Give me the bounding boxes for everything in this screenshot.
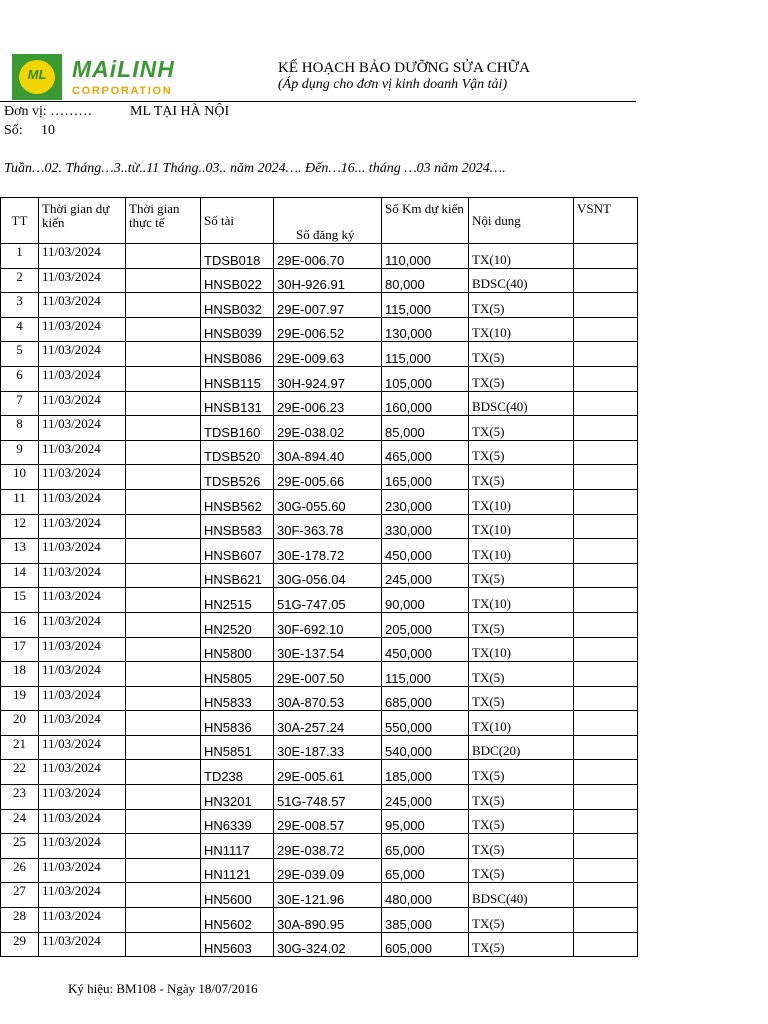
cell-planned-time: 11/03/2024 [39, 440, 126, 465]
cell-planned-time: 11/03/2024 [39, 366, 126, 391]
cell-actual-time [126, 686, 201, 711]
cell-plate: 30E-121.96 [274, 883, 382, 908]
cell-plate: 29E-008.57 [274, 809, 382, 834]
cell-planned-time: 11/03/2024 [39, 317, 126, 342]
cell-plate: 30F-692.10 [274, 612, 382, 637]
number-label: Số: [4, 123, 23, 138]
cell-vsnt [574, 686, 638, 711]
cell-vehicle-no: HNSB607 [201, 539, 274, 564]
cell-tt: 19 [1, 686, 39, 711]
cell-planned-time: 11/03/2024 [39, 637, 126, 662]
cell-planned-time: 11/03/2024 [39, 612, 126, 637]
cell-planned-time: 11/03/2024 [39, 662, 126, 687]
cell-km: 480,000 [382, 883, 469, 908]
table-row [1, 858, 638, 883]
cell-km: 450,000 [382, 637, 469, 662]
document-subtitle: (Áp dụng cho đơn vị kinh doanh Vận tải) [278, 77, 508, 92]
cell-planned-time: 11/03/2024 [39, 244, 126, 269]
cell-planned-time: 11/03/2024 [39, 539, 126, 564]
header-tt: TT [1, 198, 39, 244]
cell-plate: 30G-324.02 [274, 932, 382, 957]
cell-tt: 3 [1, 293, 39, 318]
cell-km: 110,000 [382, 244, 469, 269]
cell-content: TX(5) [469, 908, 574, 933]
cell-content: TX(10) [469, 244, 574, 269]
cell-km: 95,000 [382, 809, 469, 834]
table-row [1, 662, 638, 687]
unit-name: ML TẠI HÀ NỘI [130, 104, 230, 119]
table-row [1, 563, 638, 588]
table-row [1, 883, 638, 908]
cell-plate: 29E-007.50 [274, 662, 382, 687]
cell-planned-time: 11/03/2024 [39, 932, 126, 957]
cell-actual-time [126, 563, 201, 588]
cell-vehicle-no: HN1117 [201, 834, 274, 859]
cell-tt: 6 [1, 366, 39, 391]
cell-content: TX(10) [469, 317, 574, 342]
cell-plate: 29E-006.70 [274, 244, 382, 269]
cell-actual-time [126, 834, 201, 859]
cell-plate: 30A-870.53 [274, 686, 382, 711]
table-row [1, 834, 638, 859]
cell-vehicle-no: TDSB018 [201, 244, 274, 269]
cell-vsnt [574, 465, 638, 490]
table-row [1, 612, 638, 637]
cell-actual-time [126, 785, 201, 810]
cell-vehicle-no: HN6339 [201, 809, 274, 834]
cell-planned-time: 11/03/2024 [39, 785, 126, 810]
cell-km: 105,000 [382, 366, 469, 391]
cell-tt: 9 [1, 440, 39, 465]
cell-planned-time: 11/03/2024 [39, 563, 126, 588]
cell-actual-time [126, 514, 201, 539]
cell-content: TX(10) [469, 588, 574, 613]
table-row [1, 489, 638, 514]
cell-actual-time [126, 858, 201, 883]
cell-km: 685,000 [382, 686, 469, 711]
cell-vehicle-no: HN5805 [201, 662, 274, 687]
cell-vsnt [574, 244, 638, 269]
cell-tt: 1 [1, 244, 39, 269]
cell-content: TX(10) [469, 711, 574, 736]
cell-km: 165,000 [382, 465, 469, 490]
cell-km: 115,000 [382, 293, 469, 318]
cell-plate: 30E-187.33 [274, 735, 382, 760]
cell-planned-time: 11/03/2024 [39, 268, 126, 293]
cell-content: TX(5) [469, 293, 574, 318]
cell-km: 115,000 [382, 662, 469, 687]
cell-content: TX(5) [469, 686, 574, 711]
cell-vehicle-no: HN2515 [201, 588, 274, 613]
cell-content: TX(5) [469, 612, 574, 637]
cell-km: 540,000 [382, 735, 469, 760]
cell-planned-time: 11/03/2024 [39, 465, 126, 490]
cell-vsnt [574, 809, 638, 834]
table-header-row [1, 198, 638, 244]
unit-label: Đơn vị: ……… [4, 104, 93, 119]
cell-vehicle-no: HNSB115 [201, 366, 274, 391]
cell-actual-time [126, 342, 201, 367]
cell-planned-time: 11/03/2024 [39, 514, 126, 539]
cell-planned-time: 11/03/2024 [39, 883, 126, 908]
cell-tt: 28 [1, 908, 39, 933]
cell-plate: 30G-055.60 [274, 489, 382, 514]
cell-tt: 15 [1, 588, 39, 613]
cell-tt: 4 [1, 317, 39, 342]
cell-km: 245,000 [382, 563, 469, 588]
logo-name: MAiLINH [72, 56, 175, 82]
cell-actual-time [126, 908, 201, 933]
cell-plate: 30E-178.72 [274, 539, 382, 564]
table-row [1, 342, 638, 367]
cell-actual-time [126, 735, 201, 760]
cell-tt: 21 [1, 735, 39, 760]
cell-content: TX(5) [469, 932, 574, 957]
cell-content: TX(10) [469, 539, 574, 564]
cell-plate: 29E-006.23 [274, 391, 382, 416]
cell-km: 385,000 [382, 908, 469, 933]
table-row [1, 317, 638, 342]
cell-vsnt [574, 391, 638, 416]
cell-actual-time [126, 366, 201, 391]
cell-tt: 7 [1, 391, 39, 416]
cell-vsnt [574, 637, 638, 662]
cell-vehicle-no: HN2520 [201, 612, 274, 637]
cell-tt: 24 [1, 809, 39, 834]
cell-planned-time: 11/03/2024 [39, 858, 126, 883]
cell-tt: 26 [1, 858, 39, 883]
cell-planned-time: 11/03/2024 [39, 908, 126, 933]
cell-vehicle-no: HNSB032 [201, 293, 274, 318]
cell-tt: 23 [1, 785, 39, 810]
number-value: 10 [41, 123, 55, 138]
cell-vehicle-no: HN5800 [201, 637, 274, 662]
cell-actual-time [126, 883, 201, 908]
cell-vehicle-no: HNSB039 [201, 317, 274, 342]
cell-planned-time: 11/03/2024 [39, 588, 126, 613]
cell-vehicle-no: TDSB520 [201, 440, 274, 465]
cell-vehicle-no: HNSB131 [201, 391, 274, 416]
table-row [1, 809, 638, 834]
cell-plate: 29E-007.97 [274, 293, 382, 318]
table-row [1, 760, 638, 785]
cell-content: TX(5) [469, 858, 574, 883]
cell-plate: 29E-039.09 [274, 858, 382, 883]
cell-km: 160,000 [382, 391, 469, 416]
header-km: Số Km dự kiến [382, 198, 469, 244]
cell-actual-time [126, 760, 201, 785]
cell-tt: 13 [1, 539, 39, 564]
cell-vsnt [574, 735, 638, 760]
cell-actual-time [126, 588, 201, 613]
table-row [1, 932, 638, 957]
header-vehicle-no: Số tài [201, 198, 274, 244]
table-row [1, 293, 638, 318]
table-row [1, 391, 638, 416]
cell-plate: 51G-748.57 [274, 785, 382, 810]
cell-km: 65,000 [382, 858, 469, 883]
cell-vehicle-no: HN1121 [201, 858, 274, 883]
cell-planned-time: 11/03/2024 [39, 735, 126, 760]
cell-actual-time [126, 268, 201, 293]
period-line: Tuần…02. Tháng…3..từ..11 Tháng..03.. năm 2024…. Đến…16... tháng …03 năm 2024…. [4, 161, 506, 176]
company-logo [12, 54, 184, 100]
cell-vehicle-no: HN5833 [201, 686, 274, 711]
cell-content: TX(5) [469, 760, 574, 785]
cell-vehicle-no: HN5851 [201, 735, 274, 760]
cell-actual-time [126, 662, 201, 687]
cell-planned-time: 11/03/2024 [39, 711, 126, 736]
cell-actual-time [126, 244, 201, 269]
table-row [1, 366, 638, 391]
cell-actual-time [126, 612, 201, 637]
cell-plate: 51G-747.05 [274, 588, 382, 613]
cell-content: TX(5) [469, 785, 574, 810]
cell-content: BDSC(40) [469, 883, 574, 908]
cell-km: 205,000 [382, 612, 469, 637]
cell-km: 245,000 [382, 785, 469, 810]
cell-km: 115,000 [382, 342, 469, 367]
logo-emblem-text: ML [27, 67, 47, 82]
cell-tt: 17 [1, 637, 39, 662]
table-row [1, 711, 638, 736]
cell-plate: 30A-894.40 [274, 440, 382, 465]
table-row [1, 588, 638, 613]
cell-km: 605,000 [382, 932, 469, 957]
cell-tt: 27 [1, 883, 39, 908]
cell-planned-time: 11/03/2024 [39, 834, 126, 859]
cell-km: 330,000 [382, 514, 469, 539]
cell-actual-time [126, 416, 201, 441]
cell-actual-time [126, 489, 201, 514]
cell-plate: 30H-926.91 [274, 268, 382, 293]
cell-vsnt [574, 711, 638, 736]
cell-actual-time [126, 391, 201, 416]
cell-km: 450,000 [382, 539, 469, 564]
cell-plate: 29E-009.63 [274, 342, 382, 367]
cell-vsnt [574, 563, 638, 588]
logo-tagline: CORPORATION [72, 85, 173, 97]
cell-actual-time [126, 932, 201, 957]
cell-vsnt [574, 932, 638, 957]
cell-vsnt [574, 588, 638, 613]
cell-vsnt [574, 416, 638, 441]
cell-planned-time: 11/03/2024 [39, 293, 126, 318]
table-row [1, 735, 638, 760]
table-row [1, 908, 638, 933]
cell-vehicle-no: HN5600 [201, 883, 274, 908]
cell-vehicle-no: HNSB621 [201, 563, 274, 588]
cell-plate: 30F-363.78 [274, 514, 382, 539]
cell-plate: 30A-257.24 [274, 711, 382, 736]
cell-content: TX(5) [469, 366, 574, 391]
header-plate: Số đăng ký [274, 198, 382, 244]
cell-tt: 18 [1, 662, 39, 687]
logo-emblem [12, 54, 62, 100]
maintenance-plan-table [0, 197, 638, 957]
cell-tt: 8 [1, 416, 39, 441]
cell-vsnt [574, 342, 638, 367]
cell-tt: 25 [1, 834, 39, 859]
table-row [1, 465, 638, 490]
cell-vehicle-no: TD238 [201, 760, 274, 785]
cell-planned-time: 11/03/2024 [39, 342, 126, 367]
table-row [1, 440, 638, 465]
cell-actual-time [126, 465, 201, 490]
cell-plate: 29E-005.61 [274, 760, 382, 785]
table-row [1, 686, 638, 711]
cell-vehicle-no: HNSB086 [201, 342, 274, 367]
cell-km: 130,000 [382, 317, 469, 342]
cell-vsnt [574, 317, 638, 342]
cell-planned-time: 11/03/2024 [39, 489, 126, 514]
cell-vsnt [574, 612, 638, 637]
cell-content: BDSC(40) [469, 268, 574, 293]
cell-vehicle-no: HNSB562 [201, 489, 274, 514]
cell-content: TX(5) [469, 465, 574, 490]
cell-actual-time [126, 293, 201, 318]
cell-plate: 30E-137.54 [274, 637, 382, 662]
cell-tt: 22 [1, 760, 39, 785]
table-row [1, 637, 638, 662]
cell-vsnt [574, 785, 638, 810]
cell-planned-time: 11/03/2024 [39, 391, 126, 416]
cell-content: TX(5) [469, 809, 574, 834]
cell-content: BDC(20) [469, 735, 574, 760]
cell-km: 80,000 [382, 268, 469, 293]
header-planned-time: Thời gian dự kiến [39, 198, 126, 244]
cell-content: TX(10) [469, 637, 574, 662]
cell-vsnt [574, 514, 638, 539]
cell-vsnt [574, 760, 638, 785]
cell-planned-time: 11/03/2024 [39, 416, 126, 441]
cell-actual-time [126, 317, 201, 342]
cell-content: TX(5) [469, 342, 574, 367]
cell-vehicle-no: HN5602 [201, 908, 274, 933]
header-content: Nội dung [469, 198, 574, 244]
cell-planned-time: 11/03/2024 [39, 809, 126, 834]
cell-km: 550,000 [382, 711, 469, 736]
cell-vsnt [574, 883, 638, 908]
cell-actual-time [126, 440, 201, 465]
cell-vehicle-no: TDSB526 [201, 465, 274, 490]
cell-tt: 12 [1, 514, 39, 539]
cell-vehicle-no: HN5603 [201, 932, 274, 957]
cell-plate: 30G-056.04 [274, 563, 382, 588]
cell-content: BDSC(40) [469, 391, 574, 416]
cell-plate: 29E-038.02 [274, 416, 382, 441]
cell-actual-time [126, 711, 201, 736]
cell-plate: 30A-890.95 [274, 908, 382, 933]
cell-km: 185,000 [382, 760, 469, 785]
cell-vsnt [574, 858, 638, 883]
cell-km: 465,000 [382, 440, 469, 465]
cell-vsnt [574, 539, 638, 564]
cell-planned-time: 11/03/2024 [39, 760, 126, 785]
cell-planned-time: 11/03/2024 [39, 686, 126, 711]
cell-vehicle-no: HN5836 [201, 711, 274, 736]
cell-vehicle-no: HNSB022 [201, 268, 274, 293]
table-row [1, 244, 638, 269]
cell-km: 85,000 [382, 416, 469, 441]
cell-tt: 5 [1, 342, 39, 367]
cell-vehicle-no: HNSB583 [201, 514, 274, 539]
document-title: KẾ HOẠCH BẢO DƯỠNG SỬA CHỮA [278, 60, 531, 76]
cell-vsnt [574, 268, 638, 293]
cell-actual-time [126, 637, 201, 662]
header-divider [0, 101, 636, 102]
cell-vsnt [574, 440, 638, 465]
cell-content: TX(5) [469, 662, 574, 687]
cell-tt: 20 [1, 711, 39, 736]
cell-plate: 29E-038.72 [274, 834, 382, 859]
cell-actual-time [126, 539, 201, 564]
cell-tt: 2 [1, 268, 39, 293]
cell-km: 90,000 [382, 588, 469, 613]
table-row [1, 416, 638, 441]
cell-vsnt [574, 489, 638, 514]
cell-content: TX(10) [469, 514, 574, 539]
cell-vsnt [574, 908, 638, 933]
cell-content: TX(5) [469, 834, 574, 859]
form-code: Ký hiệu: BM108 - Ngày 18/07/2016 [68, 981, 258, 996]
cell-plate: 29E-006.52 [274, 317, 382, 342]
cell-tt: 11 [1, 489, 39, 514]
cell-tt: 10 [1, 465, 39, 490]
table-row [1, 268, 638, 293]
cell-content: TX(5) [469, 416, 574, 441]
cell-tt: 29 [1, 932, 39, 957]
cell-km: 230,000 [382, 489, 469, 514]
cell-tt: 16 [1, 612, 39, 637]
cell-plate: 29E-005.66 [274, 465, 382, 490]
cell-content: TX(5) [469, 563, 574, 588]
cell-actual-time [126, 809, 201, 834]
cell-content: TX(10) [469, 489, 574, 514]
cell-vsnt [574, 293, 638, 318]
cell-vehicle-no: HN3201 [201, 785, 274, 810]
header-actual-time: Thời gian thực tế [126, 198, 201, 244]
cell-tt: 14 [1, 563, 39, 588]
cell-vsnt [574, 662, 638, 687]
table-row [1, 539, 638, 564]
cell-plate: 30H-924.97 [274, 366, 382, 391]
table-row [1, 785, 638, 810]
cell-vsnt [574, 834, 638, 859]
cell-km: 65,000 [382, 834, 469, 859]
cell-vehicle-no: TDSB160 [201, 416, 274, 441]
cell-vsnt [574, 366, 638, 391]
table-row [1, 514, 638, 539]
cell-content: TX(5) [469, 440, 574, 465]
header-vsnt: VSNT [574, 198, 638, 244]
